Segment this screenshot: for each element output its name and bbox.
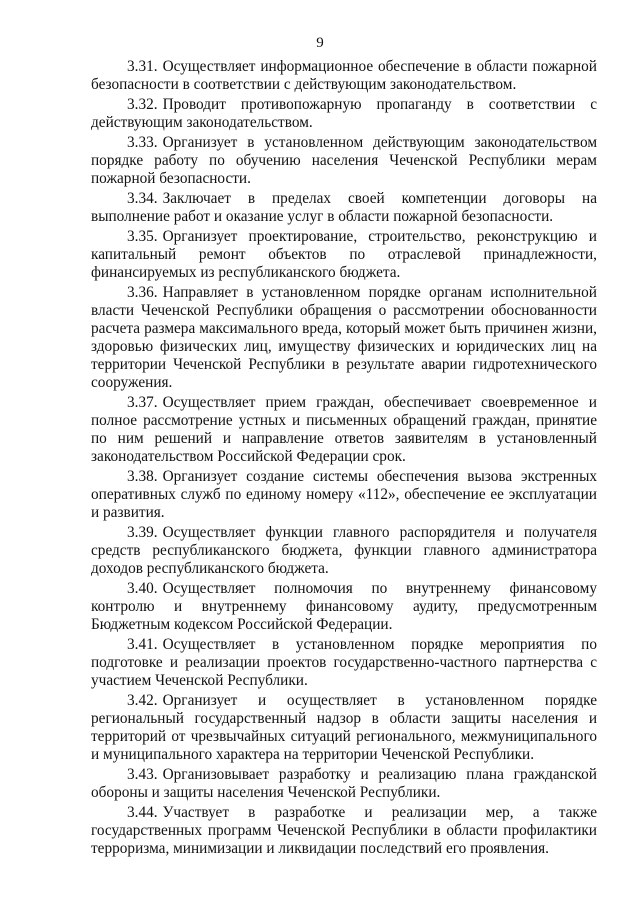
paragraph-number: 3.42.	[127, 692, 158, 709]
paragraph-number: 3.31.	[127, 58, 158, 75]
page-number: 9	[316, 35, 324, 51]
paragraph-number: 3.35.	[127, 228, 158, 245]
paragraph-text: Осуществляет в установленном порядке мероприятия по подготовке и реализации проектов государственно-частного партнерства с участием Чеченской Республики.	[91, 636, 597, 689]
paragraph-number: 3.41.	[127, 636, 158, 653]
paragraph-3-32	[91, 96, 597, 132]
paragraph-3-37	[91, 394, 597, 466]
paragraph-number: 3.34.	[127, 190, 158, 207]
paragraph-text: Организует создание системы обеспечения вызова экстренных оперативных служб по единому номеру «112», обеспечение ее эксплуатации и развития.	[91, 468, 597, 521]
paragraph-3-38	[91, 468, 597, 522]
paragraph-text: Организует в установленном действующим законодательством порядке работу по обучению населения Чеченской Республики мерам пожарной безопасности.	[91, 134, 597, 187]
paragraph-number: 3.33.	[127, 134, 158, 151]
paragraph-3-35	[91, 228, 597, 282]
paragraph-3-42	[91, 692, 597, 764]
paragraph-number: 3.40.	[127, 580, 158, 597]
paragraph-3-41	[91, 636, 597, 690]
paragraph-text: Организует и осуществляет в установленном порядке региональный государственный надзор в области защиты населения и территорий от чрезвычайных ситуаций регионального, межмуниципального и муниципального характера на территории Чеченской Республики.	[91, 692, 597, 763]
paragraph-text: Организовывает разработку и реализацию плана гражданской обороны и защиты населения Чеченской Республики.	[91, 766, 597, 801]
paragraph-text: Осуществляет полномочия по внутреннему финансовому контролю и внутреннему финансовому аудиту, предусмотренным Бюджетным кодексом Российской Федерации.	[91, 580, 597, 633]
paragraph-3-39	[91, 524, 597, 578]
paragraph-number: 3.36.	[127, 284, 158, 301]
paragraph-3-36	[91, 284, 597, 392]
document-body	[91, 58, 597, 860]
paragraph-number: 3.43.	[127, 766, 158, 783]
paragraph-number: 3.38.	[127, 468, 158, 485]
paragraph-3-33	[91, 134, 597, 188]
paragraph-number: 3.39.	[127, 524, 158, 541]
paragraph-3-40	[91, 580, 597, 634]
paragraph-text: Осуществляет функции главного распорядителя и получателя средств республиканского бюджета, функции главного администратора доходов республиканского бюджета.	[91, 524, 597, 577]
paragraph-text: Осуществляет прием граждан, обеспечивает своевременное и полное рассмотрение устных и письменных обращений граждан, принятие по ним решений и направление ответов заявителям в установленный законодательством Российской Федерации срок.	[91, 394, 597, 465]
paragraph-3-31	[91, 58, 597, 94]
paragraph-text: Организует проектирование, строительство, реконструкцию и капитальный ремонт объектов по отраслевой принадлежности, финансируемых из республиканского бюджета.	[91, 228, 597, 281]
paragraph-3-43	[91, 766, 597, 802]
paragraph-number: 3.44.	[127, 804, 158, 821]
paragraph-text: Осуществляет информационное обеспечение в области пожарной безопасности в соответствии с действующим законодательством.	[91, 58, 597, 93]
paragraph-number: 3.37.	[127, 394, 158, 411]
paragraph-text: Участвует в разработке и реализации мер, а также государственных программ Чеченской Республики в области профилактики терроризма, минимизации и ликвидации последствий его проявления.	[91, 804, 597, 857]
paragraph-text: Заключает в пределах своей компетенции договоры на выполнение работ и оказание услуг в области пожарной безопасности.	[91, 190, 597, 225]
paragraph-3-34	[91, 190, 597, 226]
paragraph-text: Направляет в установленном порядке органам исполнительной власти Чеченской Республики обращения о рассмотрении обоснованности расчета размера максимального вреда, который может быть причинен жизни, здоровью физических лиц, имуществу физических и юридических лиц на территории Чеченской Республики в результате аварии гидротехнического сооружения.	[91, 284, 597, 391]
paragraph-3-44	[91, 804, 597, 858]
paragraph-number: 3.32.	[127, 96, 158, 113]
paragraph-text: Проводит противопожарную пропаганду в соответствии с действующим законодательством.	[91, 96, 597, 131]
